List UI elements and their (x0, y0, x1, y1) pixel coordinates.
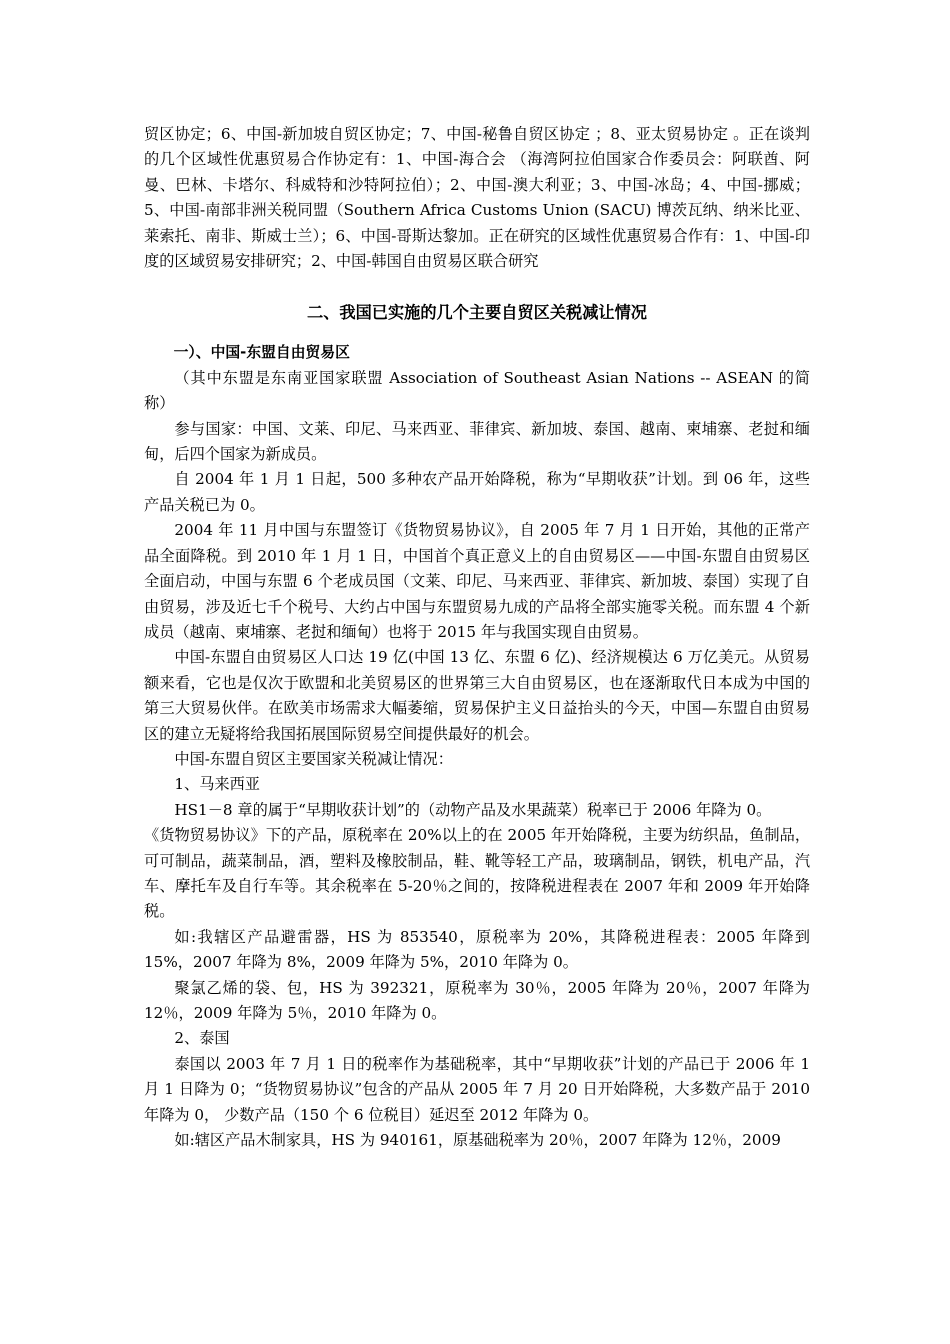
paragraph-early-harvest: 自 2004 年 1 月 1 日起，500 多种农产品开始降税，称为“早期收获”计划。到 06 年，这些产品关税已为 0。 (144, 470, 810, 514)
paragraph-participants: 参与国家：中国、文莱、印尼、马来西亚、菲律宾、新加坡、泰国、越南、柬埔寨、老挝和缅甸，后四个国家为新成员。 (144, 419, 810, 464)
document-page (144, 122, 810, 1153)
paragraph-malaysia-4: 聚氯乙烯的袋、包，HS 为 392321，原税率为 30％，2005 年降为 20％，2007 年降为 12％，2009 年降为 5％，2010 年降为 0。 (144, 978, 810, 1022)
spacer (144, 325, 810, 340)
paragraph-agreements: 贸区协定；6、中国-新加坡自贸区协定；7、中国-秘鲁自贸区协定 ；8、亚太贸易协定 。正在谈判的几个区域性优惠贸易合作协定有：1、中国-海合会 （海湾阿拉伯国家合作委员会：阿联酋、阿曼、巴林、卡塔尔、科威特和沙特阿拉伯）；2、中国-澳大利亚；3、中国-冰岛；4、中国-挪威；5、中国-南部非洲关税同盟（Southern Africa Customs Union (SACU) 博茨瓦纳、纳米比亚、莱索托、南非、斯威士兰）；6、中国-哥斯达黎加。正在研究的区域性优惠贸易合作有：1、中国-印度的区域贸易安排研究；2、中国-韩国自由贸易区联合研究 (144, 125, 810, 271)
paragraph-malaysia-2: 《货物贸易协议》下的产品，原税率在 20%以上的在 2005 年开始降税，主要为纺织品，鱼制品，可可制品，蔬菜制品，酒，塑料及橡胶制品，鞋、靴等轻工产品，玻璃制品，钢铁，机电产品，汽车、摩托车及自行车等。其余税率在 5-20％之间的，按降税进程表在 2007 年和 2009 年开始降税。 (144, 826, 810, 921)
paragraph-main-countries: 中国-东盟自贸区主要国家关税减让情况： (174, 749, 453, 768)
paragraph-thailand-2: 如:辖区产品木制家具，HS 为 940161，原基础税率为 20％，2007 年降为 12％，2009 (174, 1131, 781, 1150)
thailand-heading: 2、泰国 (174, 1029, 230, 1048)
paragraph-malaysia-3: 如:我辖区产品避雷器，HS 为 853540，原税率为 20%，其降税进程表：2005 年降到 15%，2007 年降为 8%，2009 年降为 5%，2010 年降为 0。 (144, 927, 810, 972)
section-title: 二、我国已实施的几个主要自贸区关税减让情况 (307, 303, 647, 323)
paragraph-goods-agreement: 2004 年 11 月中国与东盟签订《货物贸易协议》，自 2005 年 7 月 1 日开始，其他的正常产品全面降税。到 2010 年 1 月 1 日，中国首个真正意义上的自由贸易区——中国-东盟自由贸易区全面启动，中国与东盟 6 个老成员国（文莱、印尼、马来西亚、菲律宾、新加坡、泰国）实现了自由贸易，涉及近七千个税号、大约占中国与东盟贸易九成的产品将全部实施零关税。而东盟 4 个新成员（越南、柬埔寨、老挝和缅甸）也将于 2015 年与我国实现自由贸易。 (144, 521, 810, 641)
malaysia-heading: 1、马来西亚 (174, 775, 260, 794)
paragraph-asean-note: （其中东盟是东南亚国家联盟 Association of Southeast Asian Nations -- ASEAN 的简称） (144, 368, 810, 413)
paragraph-malaysia-1: HS1－8 章的属于“早期收获计划”的（动物产品及水果蔬菜）税率已于 2006 年降为 0。 (174, 800, 772, 819)
paragraph-thailand-1: 泰国以 2003 年 7 月 1 日的税率作为基础税率，其中“早期收获”计划的产品已于 2006 年 1 月 1 日降为 0；“货物贸易协议”包含的产品从 2005 年 7 月 20 日开始降税，大多数产品于 2010 年降为 0， 少数产品（150 个 6 位税目）延迟至 2012 年降为 0。 (144, 1054, 810, 1124)
spacer (144, 274, 810, 300)
paragraph-scale: 中国-东盟自由贸易区人口达 19 亿(中国 13 亿、东盟 6 亿)、经济规模达 6 万亿美元。从贸易额来看，它也是仅次于欧盟和北美贸易区的世界第三大自由贸易区，也在逐渐取代日本成为中国的第三大贸易伙伴。在欧美市场需求大幅萎缩，贸易保护主义日益抬头的今天，中国—东盟自由贸易区的建立无疑将给我国拓展国际贸易空间提供最好的机会。 (144, 648, 810, 743)
subsection-title: 一）、中国-东盟自由贸易区 (173, 344, 350, 362)
